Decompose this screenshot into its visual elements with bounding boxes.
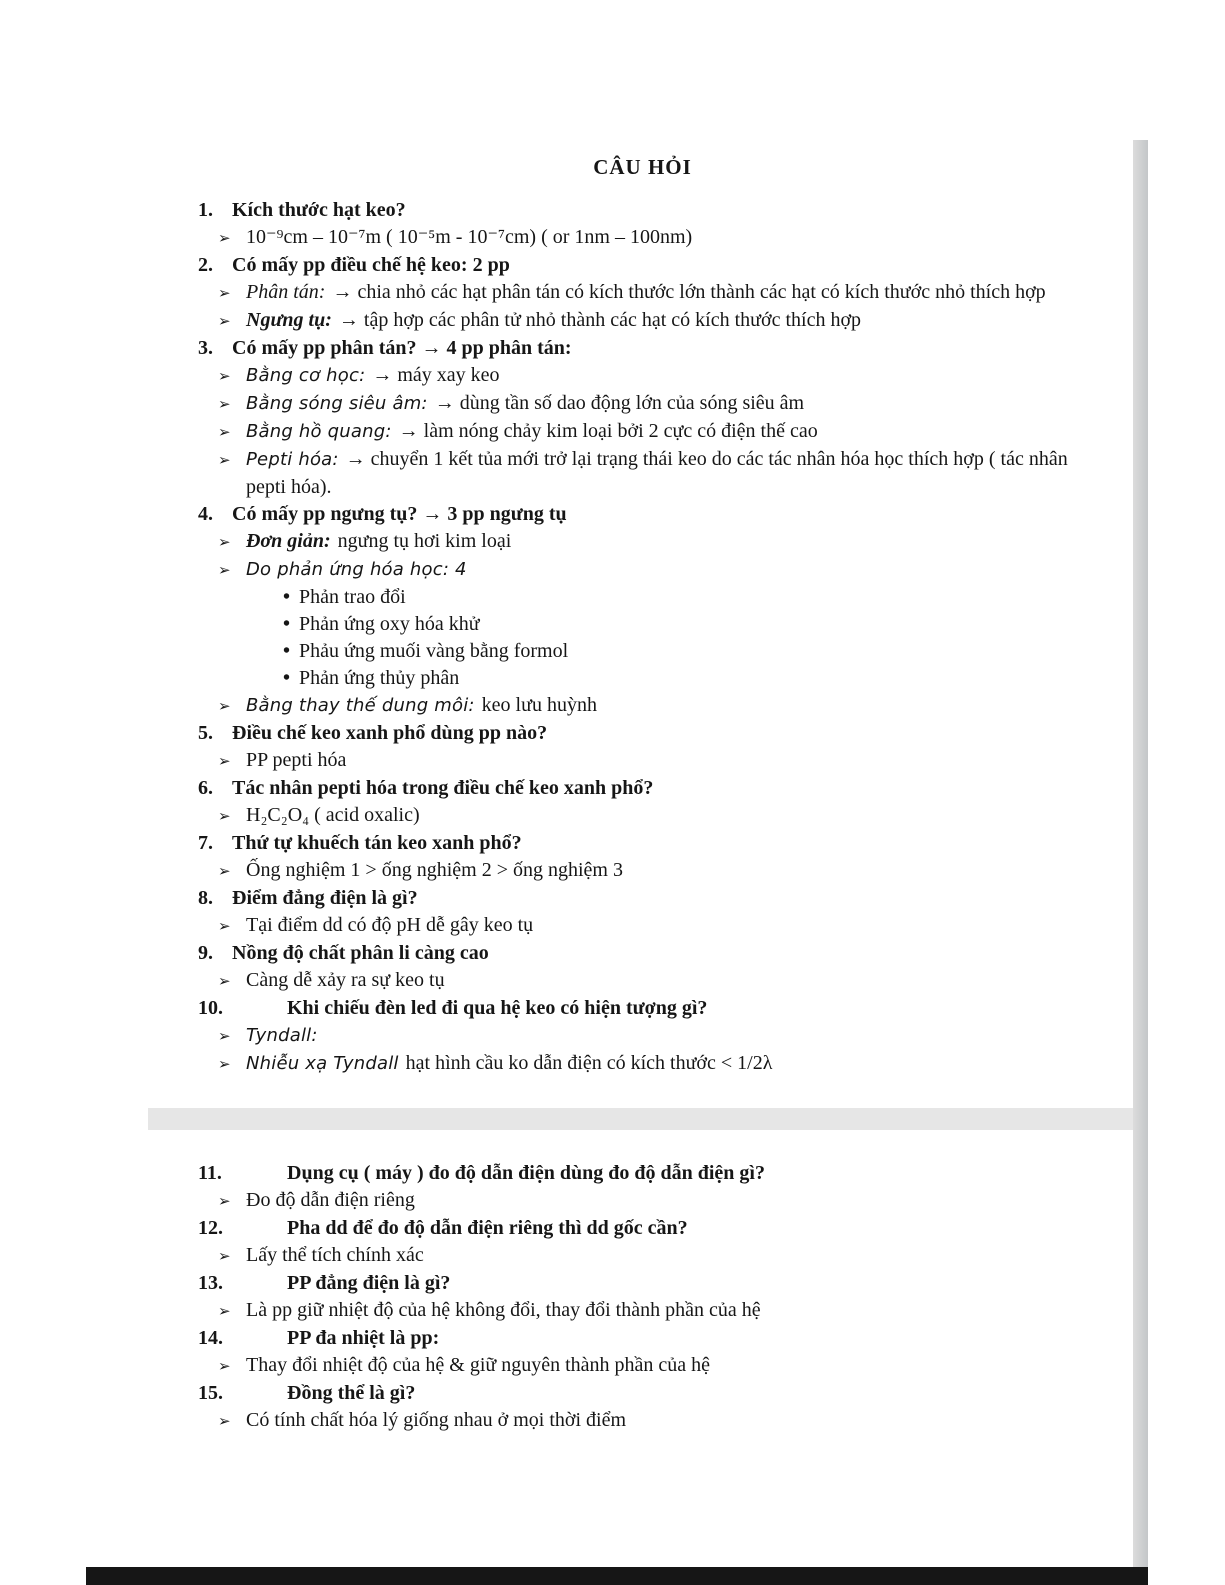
question-item bbox=[198, 252, 1087, 279]
answer-lead: Bằng cơ học: bbox=[246, 365, 366, 386]
sub-bullet-text: Phản trao đổi bbox=[299, 586, 406, 608]
page-1-content bbox=[198, 197, 1087, 1078]
page-2-content bbox=[198, 1160, 1087, 1435]
answer-item bbox=[218, 1050, 1087, 1078]
answer-item bbox=[218, 362, 1087, 390]
sub-bullet-item bbox=[283, 584, 1087, 611]
arrow-bullet-icon: ➢ bbox=[218, 862, 231, 880]
answer-item bbox=[218, 1242, 1087, 1270]
arrow-bullet-icon: ➢ bbox=[218, 1192, 231, 1210]
arrow-bullet-icon: ➢ bbox=[218, 229, 231, 247]
answer-item bbox=[218, 224, 1087, 252]
bottom-edge-bar bbox=[86, 1567, 1148, 1585]
answer-text: ngưng tụ hơi kim loại bbox=[337, 530, 512, 552]
answer-item bbox=[218, 802, 1087, 830]
question-text: PP đa nhiệt là pp: bbox=[287, 1327, 440, 1349]
arrow-bullet-icon: ➢ bbox=[218, 1027, 231, 1045]
answer-item bbox=[218, 446, 1087, 501]
question-item bbox=[198, 1160, 1087, 1187]
answer-text: hạt hình cầu ko dẫn điện có kích thước < 1/2λ bbox=[405, 1052, 773, 1074]
answer-item bbox=[218, 1297, 1087, 1325]
answer-item bbox=[218, 418, 1087, 446]
question-item bbox=[198, 885, 1087, 912]
question-number: 9. bbox=[198, 942, 213, 964]
arrow-bullet-icon: ➢ bbox=[218, 451, 231, 469]
question-number: 2. bbox=[198, 254, 213, 276]
answer-text: Thay đổi nhiệt độ của hệ & giữ nguyên thành phần của hệ bbox=[246, 1354, 711, 1376]
question-text: Kích thước hạt keo? bbox=[232, 199, 406, 221]
question-item bbox=[198, 1325, 1087, 1352]
question-item bbox=[198, 940, 1087, 967]
question-text: Đồng thể là gì? bbox=[287, 1382, 416, 1404]
answer-text: → dùng tần số dao động lớn của sóng siêu âm bbox=[434, 392, 805, 414]
answer-item bbox=[218, 857, 1087, 885]
question-text: Có mấy pp điều chế hệ keo: 2 pp bbox=[232, 254, 510, 276]
answer-lead: Phân tán: bbox=[246, 281, 326, 303]
question-number: 14. bbox=[198, 1327, 223, 1349]
arrow-bullet-icon: ➢ bbox=[218, 917, 231, 935]
sub-bullet-text: Phản ứng thủy phân bbox=[299, 667, 460, 689]
answer-item bbox=[218, 747, 1087, 775]
question-number: 6. bbox=[198, 777, 213, 799]
document-page-2 bbox=[148, 1130, 1133, 1567]
question-text: Điểm đẳng điện là gì? bbox=[232, 887, 418, 909]
answer-text: 10⁻⁹cm – 10⁻⁷m ( 10⁻⁵m - 10⁻⁷cm) ( or 1nm – 100nm) bbox=[246, 226, 693, 248]
answer-text: Ống nghiệm 1 > ống nghiệm 2 > ống nghiệm 3 bbox=[246, 859, 623, 881]
answer-item bbox=[218, 912, 1087, 940]
question-number: 10. bbox=[198, 997, 223, 1019]
answer-item bbox=[218, 1352, 1087, 1380]
arrow-bullet-icon: ➢ bbox=[218, 1055, 231, 1073]
answer-lead: Nhiễu xạ Tyndall bbox=[246, 1053, 399, 1074]
answer-text: → làm nóng chảy kim loại bởi 2 cực có điện thế cao bbox=[398, 420, 818, 442]
question-item bbox=[198, 335, 1087, 362]
question-number: 1. bbox=[198, 199, 213, 221]
answer-text: H₂C₂O₄ ( acid oxalic) bbox=[246, 804, 420, 826]
question-number: 12. bbox=[198, 1217, 223, 1239]
question-number: 5. bbox=[198, 722, 213, 744]
arrow-bullet-icon: ➢ bbox=[218, 395, 231, 413]
answer-text: Là pp giữ nhiệt độ của hệ không đổi, thay đổi thành phần của hệ bbox=[246, 1299, 761, 1321]
answer-text: Có tính chất hóa lý giống nhau ở mọi thời điểm bbox=[246, 1409, 626, 1431]
answer-lead: Do phản ứng hóa học: 4 bbox=[246, 559, 467, 580]
dot-bullet-icon: • bbox=[283, 613, 291, 635]
answer-lead: Đơn giản: bbox=[246, 530, 331, 552]
arrow-bullet-icon: ➢ bbox=[218, 312, 231, 330]
question-text: Điều chế keo xanh phổ dùng pp nào? bbox=[232, 722, 548, 744]
question-item bbox=[198, 197, 1087, 224]
arrow-bullet-icon: ➢ bbox=[218, 561, 231, 579]
question-text: Tác nhân pepti hóa trong điều chế keo xanh phổ? bbox=[232, 777, 654, 799]
answer-lead: Bằng thay thế dung môi: bbox=[246, 695, 475, 716]
page-separator bbox=[148, 1108, 1148, 1130]
answer-text: keo lưu huỳnh bbox=[481, 694, 597, 716]
answer-item bbox=[218, 1187, 1087, 1215]
arrow-bullet-icon: ➢ bbox=[218, 697, 231, 715]
sub-bullet-text: Phản ứng oxy hóa khử bbox=[299, 613, 480, 635]
question-number: 3. bbox=[198, 337, 213, 359]
sub-bullet-item bbox=[283, 665, 1087, 692]
sub-bullet-item bbox=[283, 611, 1087, 638]
document-title: CÂU HỎI bbox=[593, 155, 692, 179]
question-number: 15. bbox=[198, 1382, 223, 1404]
question-item bbox=[198, 1380, 1087, 1407]
arrow-bullet-icon: ➢ bbox=[218, 752, 231, 770]
answer-item bbox=[218, 692, 1087, 720]
question-item bbox=[198, 830, 1087, 857]
question-text: PP đẳng điện là gì? bbox=[287, 1272, 451, 1294]
answer-text: PP pepti hóa bbox=[246, 749, 347, 771]
dot-bullet-icon: • bbox=[283, 640, 291, 662]
arrow-bullet-icon: ➢ bbox=[218, 1412, 231, 1430]
arrow-bullet-icon: ➢ bbox=[218, 367, 231, 385]
answer-item bbox=[218, 307, 1087, 335]
answer-item bbox=[218, 528, 1087, 556]
answer-item bbox=[218, 1407, 1087, 1435]
answer-item bbox=[218, 967, 1087, 995]
question-text: Dụng cụ ( máy ) đo độ dẫn điện dùng đo độ dẫn điện gì? bbox=[287, 1162, 765, 1184]
answer-item bbox=[218, 1022, 1087, 1050]
arrow-bullet-icon: ➢ bbox=[218, 807, 231, 825]
sub-bullet-text: Phảu ứng muối vàng bằng formol bbox=[299, 640, 569, 662]
document-page-1 bbox=[148, 0, 1133, 1108]
answer-lead: Ngưng tụ: bbox=[246, 309, 332, 331]
answer-text: → máy xay keo bbox=[372, 364, 500, 386]
answer-lead: Pepti hóa: bbox=[246, 449, 339, 470]
arrow-bullet-icon: ➢ bbox=[218, 1302, 231, 1320]
answer-item bbox=[218, 556, 1087, 584]
question-text: Pha dd để đo độ dẫn điện riêng thì dd gốc cần? bbox=[287, 1217, 688, 1239]
answer-text: → chia nhỏ các hạt phân tán có kích thước lớn thành các hạt có kích thước nhỏ thích hợp bbox=[332, 281, 1046, 303]
question-text: Nồng độ chất phân li càng cao bbox=[232, 942, 489, 964]
arrow-bullet-icon: ➢ bbox=[218, 533, 231, 551]
answer-lead: Bằng hồ quang: bbox=[246, 421, 392, 442]
question-text: Có mấy pp ngưng tụ? → 3 pp ngưng tụ bbox=[232, 503, 567, 525]
answer-item bbox=[218, 390, 1087, 418]
answer-text: Lấy thể tích chính xác bbox=[246, 1244, 424, 1266]
question-text: Thứ tự khuếch tán keo xanh phổ? bbox=[232, 832, 522, 854]
answer-text: Tại điểm dd có độ pH dễ gây keo tụ bbox=[246, 914, 534, 936]
answer-text: Đo độ dẫn điện riêng bbox=[246, 1189, 415, 1211]
sub-bullet-item bbox=[283, 638, 1087, 665]
question-item bbox=[198, 775, 1087, 802]
question-number: 11. bbox=[198, 1162, 222, 1184]
arrow-bullet-icon: ➢ bbox=[218, 1247, 231, 1265]
answer-item bbox=[218, 279, 1087, 307]
arrow-bullet-icon: ➢ bbox=[218, 972, 231, 990]
question-number: 13. bbox=[198, 1272, 223, 1294]
question-item bbox=[198, 995, 1087, 1022]
answer-lead: Bằng sóng siêu âm: bbox=[246, 393, 428, 414]
answer-text: → chuyển 1 kết tủa mới trở lại trạng thái keo do các tác nhân hóa học thích hợp ( tác nhân pepti hóa). bbox=[246, 448, 1068, 498]
question-number: 7. bbox=[198, 832, 213, 854]
question-item bbox=[198, 1270, 1087, 1297]
arrow-bullet-icon: ➢ bbox=[218, 1357, 231, 1375]
arrow-bullet-icon: ➢ bbox=[218, 284, 231, 302]
answer-lead: Tyndall: bbox=[246, 1025, 318, 1046]
answer-text: → tập hợp các phân tử nhỏ thành các hạt có kích thước thích hợp bbox=[338, 309, 862, 331]
answer-text: Càng dễ xảy ra sự keo tụ bbox=[246, 969, 445, 991]
question-number: 8. bbox=[198, 887, 213, 909]
question-number: 4. bbox=[198, 503, 213, 525]
page-edge-shadow bbox=[1133, 140, 1148, 1567]
question-item bbox=[198, 720, 1087, 747]
dot-bullet-icon: • bbox=[283, 667, 291, 689]
question-item bbox=[198, 501, 1087, 528]
question-text: Có mấy pp phân tán? → 4 pp phân tán: bbox=[232, 337, 572, 359]
question-item bbox=[198, 1215, 1087, 1242]
question-text: Khi chiếu đèn led đi qua hệ keo có hiện tượng gì? bbox=[287, 997, 708, 1019]
dot-bullet-icon: • bbox=[283, 586, 291, 608]
arrow-bullet-icon: ➢ bbox=[218, 423, 231, 441]
